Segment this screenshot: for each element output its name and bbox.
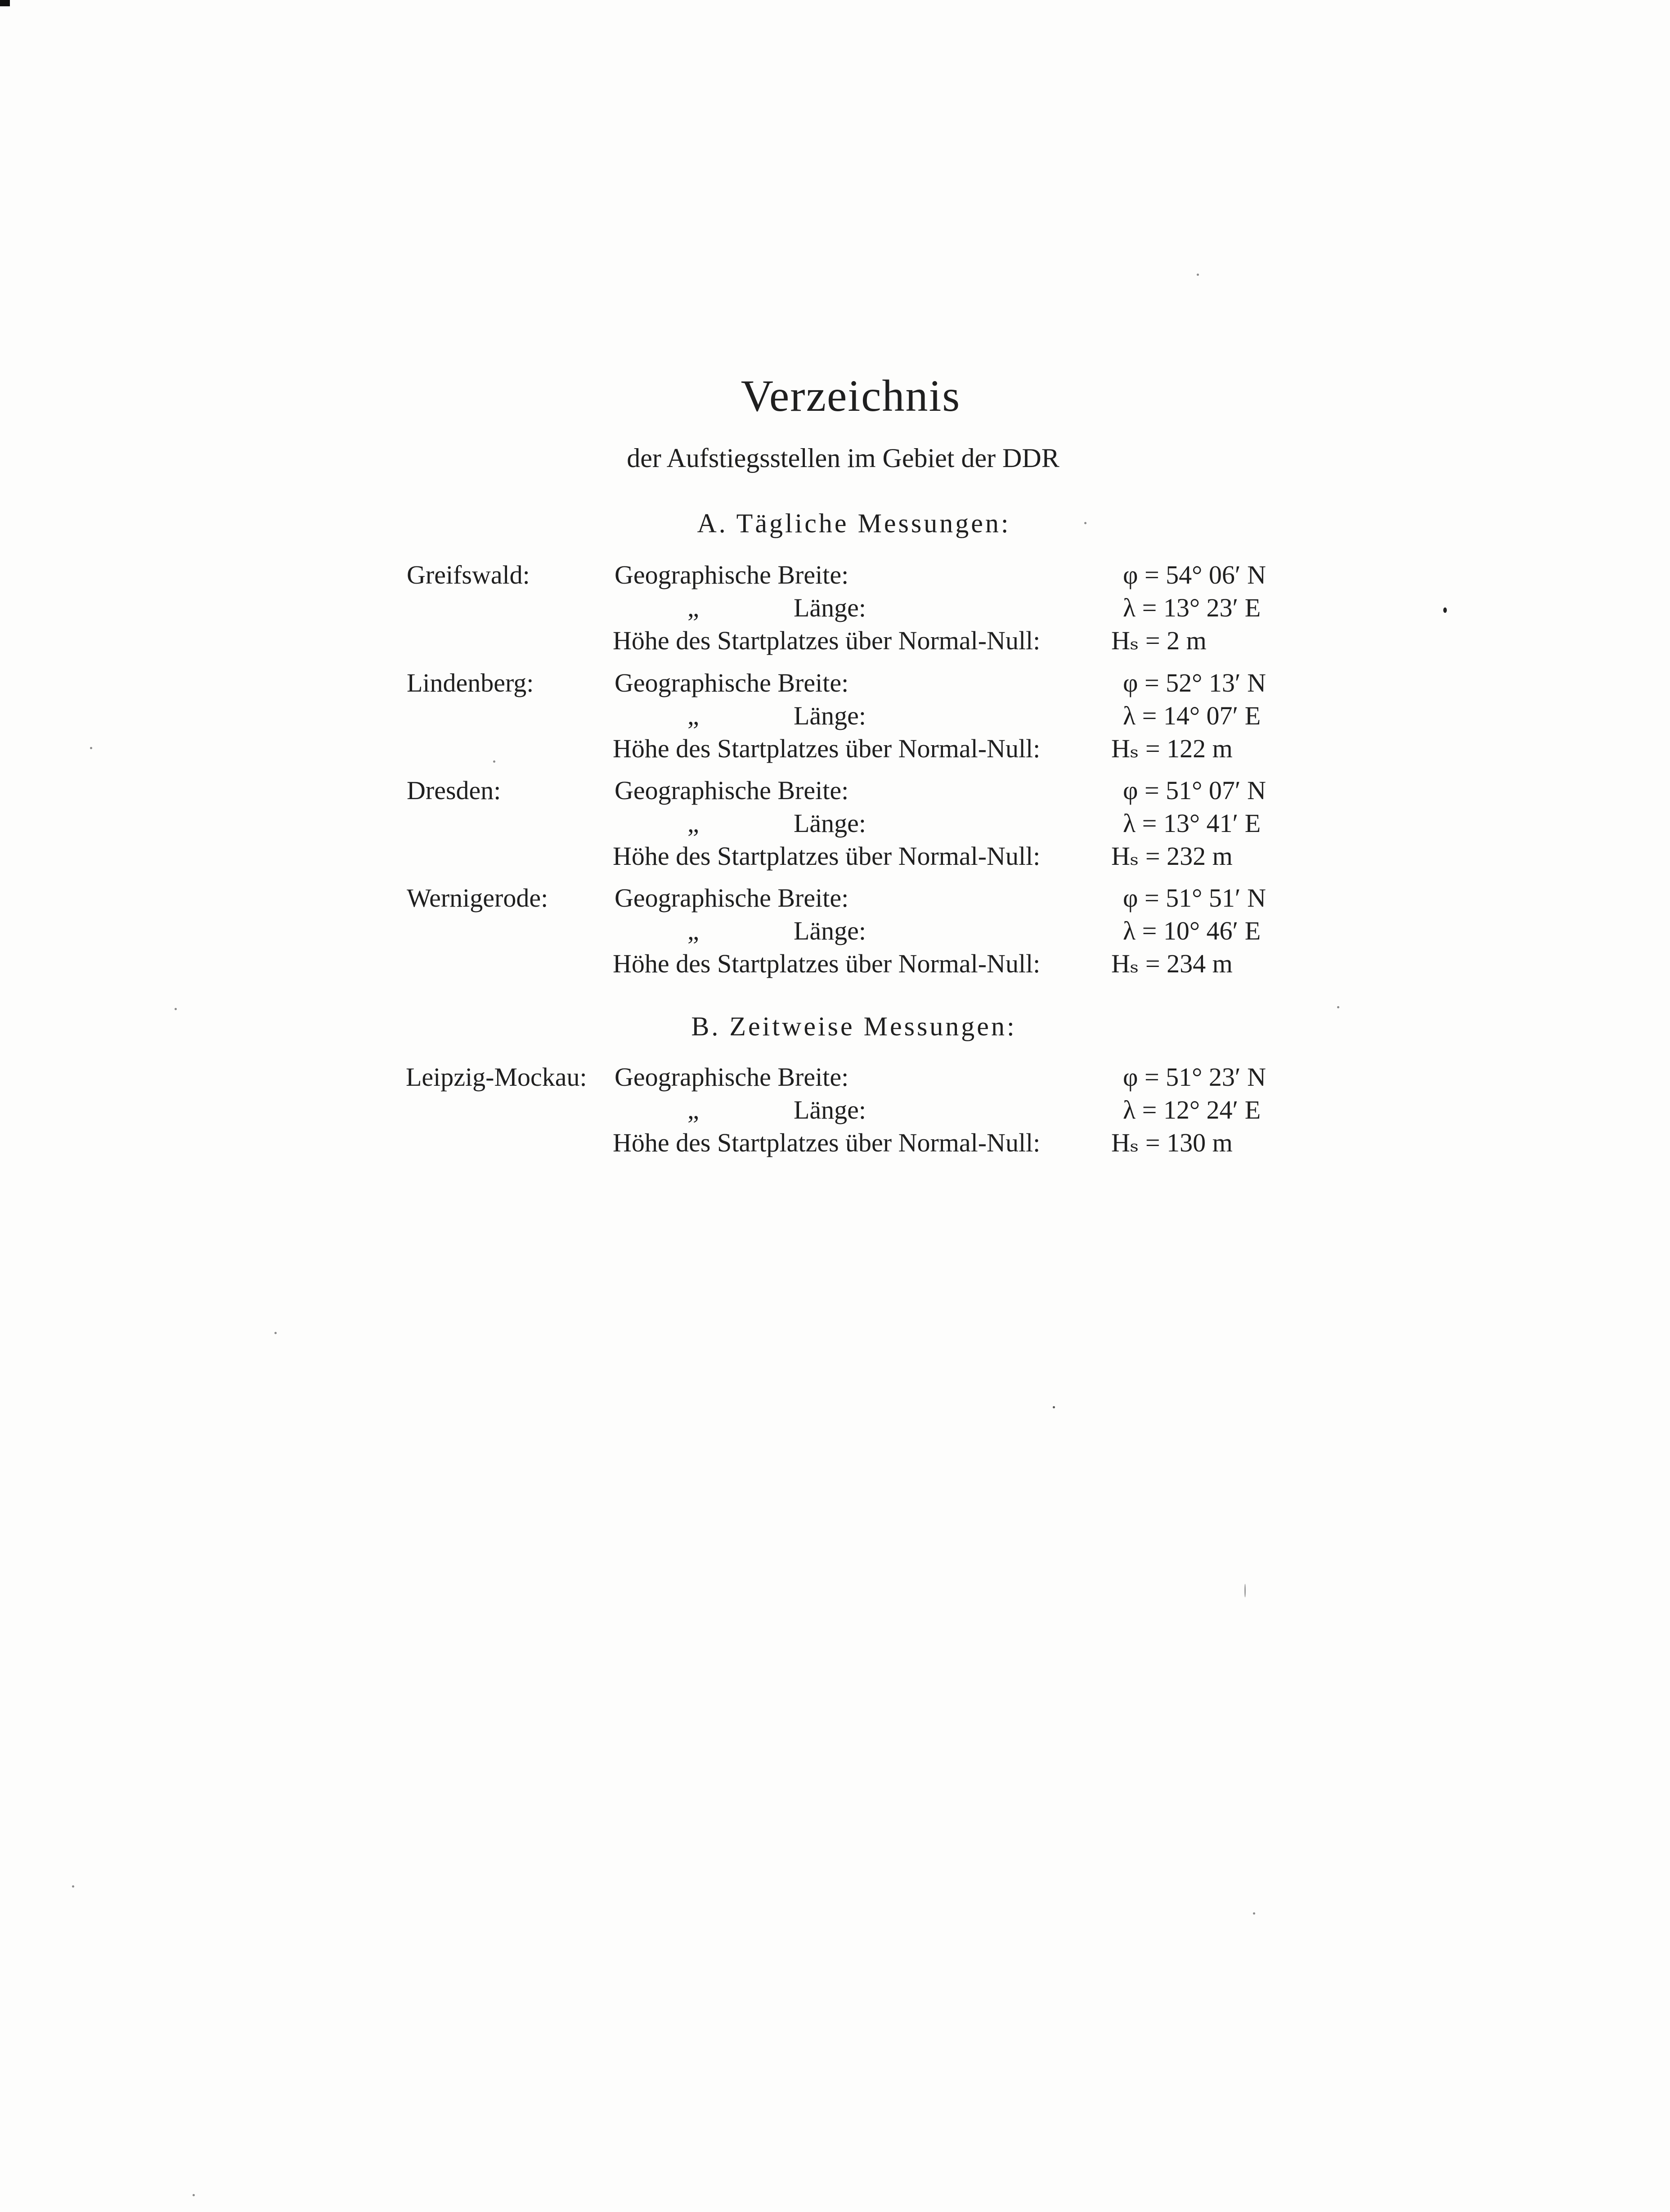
latitude-value: φ = 51° 51′ N — [1123, 883, 1266, 913]
height-value: Hₛ = 130 m — [1111, 1128, 1233, 1157]
latitude-row — [0, 1060, 1670, 1094]
longitude-value: λ = 13° 41′ E — [1123, 809, 1261, 838]
scan-speck — [274, 1332, 277, 1334]
scan-speck — [1253, 1912, 1255, 1915]
height-label: Höhe des Startplatzes über Normal-Null: — [613, 626, 1041, 655]
latitude-row — [0, 666, 1670, 700]
latitude-value: φ = 54° 06′ N — [1123, 560, 1266, 589]
longitude-value: λ = 13° 23′ E — [1123, 593, 1261, 622]
ditto-mark: „ — [687, 593, 699, 622]
height-label: Höhe des Startplatzes über Normal-Null: — [613, 841, 1041, 871]
height-label: Höhe des Startplatzes über Normal-Null: — [613, 1128, 1041, 1157]
height-value: Hₛ = 122 m — [1111, 734, 1233, 763]
station-name: Greifswald: — [407, 560, 530, 589]
latitude-label: Geographische Breite: — [615, 1062, 849, 1092]
height-value: Hₛ = 232 m — [1111, 841, 1233, 871]
height-value: Hₛ = 2 m — [1111, 626, 1207, 655]
ditto-mark: „ — [687, 701, 699, 730]
latitude-value: φ = 52° 13′ N — [1123, 668, 1266, 697]
latitude-row — [0, 558, 1670, 592]
height-row — [0, 947, 1670, 981]
scan-speck — [1443, 607, 1447, 613]
latitude-label: Geographische Breite: — [615, 668, 849, 697]
height-row — [0, 839, 1670, 873]
ditto-mark: „ — [687, 916, 699, 945]
station-name: Dresden: — [407, 776, 501, 805]
scan-speck — [1197, 274, 1199, 276]
ditto-mark: „ — [687, 809, 699, 838]
scan-speck — [1337, 1006, 1339, 1008]
page-title: Verzeichnis — [741, 371, 961, 421]
height-row — [0, 732, 1670, 766]
latitude-label: Geographische Breite: — [615, 560, 849, 589]
longitude-value: λ = 10° 46′ E — [1123, 916, 1261, 945]
scan-speck — [90, 747, 92, 749]
longitude-row — [0, 591, 1670, 625]
latitude-value: φ = 51° 23′ N — [1123, 1062, 1266, 1092]
scan-speck — [72, 1885, 74, 1888]
latitude-value: φ = 51° 07′ N — [1123, 776, 1266, 805]
section-b-heading: B. Zeitweise Messungen: — [691, 1012, 1017, 1041]
scan-corner-mark — [0, 0, 10, 6]
latitude-label: Geographische Breite: — [615, 883, 849, 913]
longitude-label: Länge: — [794, 701, 866, 730]
longitude-row — [0, 1093, 1670, 1127]
page-subtitle: der Aufstiegsstellen im Gebiet der DDR — [627, 443, 1059, 473]
scan-speck — [493, 760, 495, 763]
scan-speck — [1084, 522, 1086, 524]
longitude-label: Länge: — [794, 809, 866, 838]
section-a-heading: A. Tägliche Messungen: — [697, 508, 1011, 538]
scan-speck — [175, 1008, 177, 1010]
ditto-mark: „ — [687, 1095, 699, 1124]
longitude-value: λ = 14° 07′ E — [1123, 701, 1261, 730]
latitude-row — [0, 773, 1670, 808]
latitude-label: Geographische Breite: — [615, 776, 849, 805]
scan-speck — [1244, 1584, 1246, 1597]
height-label: Höhe des Startplatzes über Normal-Null: — [613, 949, 1041, 978]
longitude-row — [0, 699, 1670, 733]
longitude-label: Länge: — [794, 1095, 866, 1124]
height-value: Hₛ = 234 m — [1111, 949, 1233, 978]
station-name: Lindenberg: — [407, 668, 534, 697]
longitude-row — [0, 914, 1670, 948]
height-label: Höhe des Startplatzes über Normal-Null: — [613, 734, 1041, 763]
scan-speck — [1053, 1406, 1055, 1408]
latitude-row — [0, 881, 1670, 915]
longitude-row — [0, 806, 1670, 841]
longitude-label: Länge: — [794, 916, 866, 945]
height-row — [0, 1126, 1670, 1160]
station-name: Wernigerode: — [407, 883, 548, 913]
height-row — [0, 624, 1670, 658]
scan-speck — [193, 2194, 195, 2196]
station-name: Leipzig-Mockau: — [406, 1062, 587, 1092]
longitude-label: Länge: — [794, 593, 866, 622]
longitude-value: λ = 12° 24′ E — [1123, 1095, 1261, 1124]
